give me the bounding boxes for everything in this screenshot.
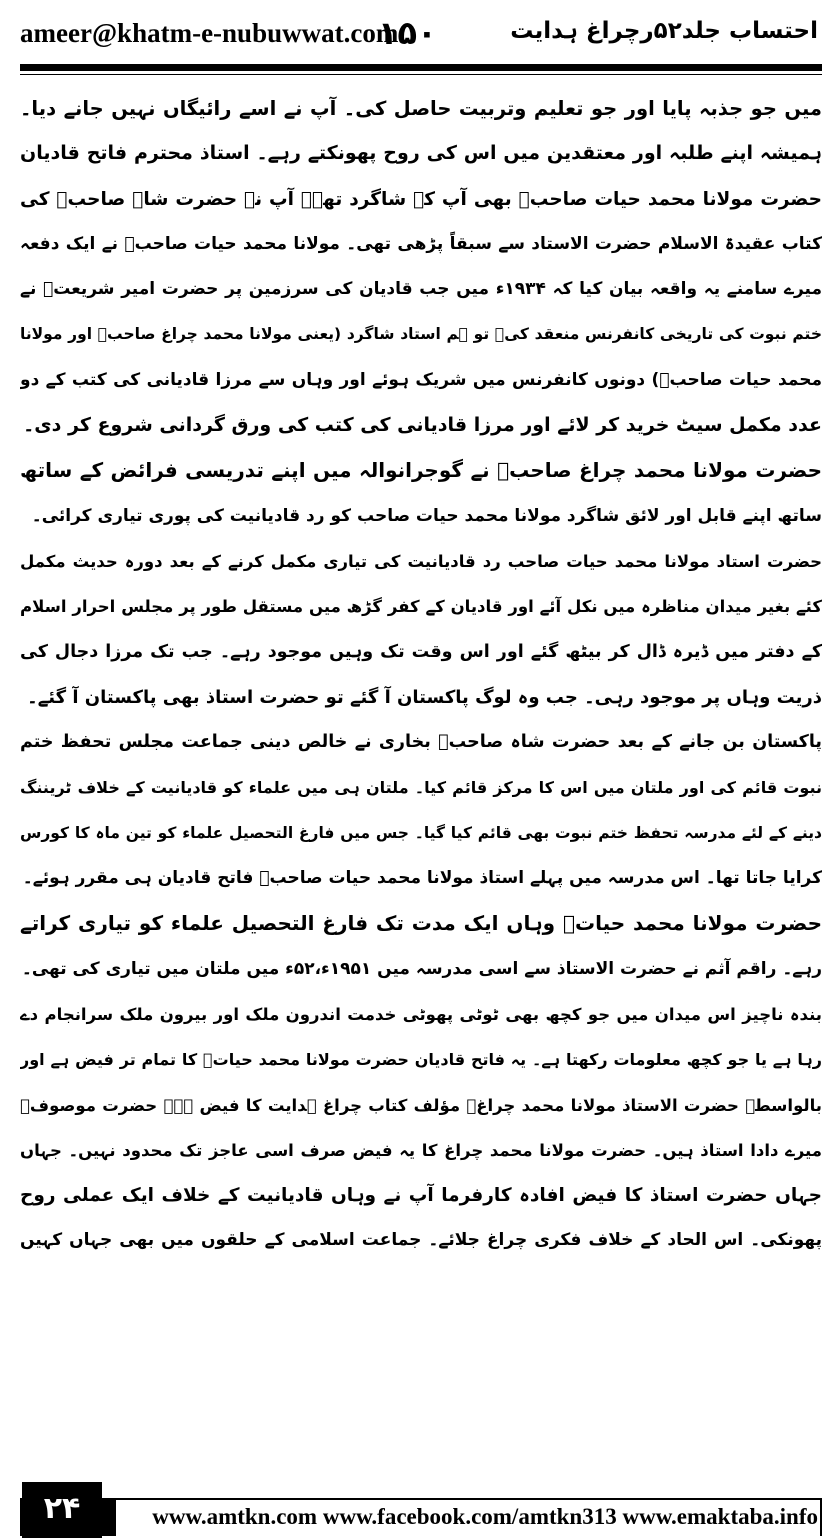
text-line: ذریت وہاں پر موجود رہی۔ جب وہ لوگ پاکستان آ گئے تو حضرت استاذ بھی پاکستان آ گئے۔ xyxy=(27,686,822,708)
text-line: عدد مکمل سیٹ خرید کر لائے اور مرزا قادیانی کی کتب کی ورق گردانی شروع کر دی۔ xyxy=(23,414,822,437)
text-line: میرے دادا استاذ ہیں۔ حضرت مولانا محمد چراغ کا یہ فیض صرف اسی عاجز تک محدود نہیں۔ جہاں xyxy=(20,1140,822,1160)
text-line: بندہ ناچیز اس میدان میں جو کچھ بھی ٹوٹی پھوٹی خدمت اندرون ملک اور بیرون ملک سرانجام دے xyxy=(20,1004,822,1024)
text-line: کے دفتر میں ڈیرہ ڈال کر بیٹھ گئے اور اس وقت تک وہیں موجود رہے۔ جب تک مرزا دجال کی xyxy=(20,641,822,662)
text-line: ختم نبوت کی تاریخی کانفرنس منعقد کی۔ تو ہم استاد شاگرد (یعنی مولانا محمد چراغ صاحبؒ اور مولانا xyxy=(20,325,822,344)
header-page-number: ۱۵۰ xyxy=(378,14,437,52)
text-line: پھونکی۔ اس الحاد کے خلاف فکری چراغ جلائے۔ جماعت اسلامی کے حلقوں میں بھی جہاں کہیں xyxy=(20,1230,822,1251)
text-line: میرے سامنے یہ واقعہ بیان کیا کہ ۱۹۳۴ء میں جب قادیان کی سرزمین پر حضرت امیر شریعتؒ نے xyxy=(20,279,822,300)
text-line: بالواسطہ حضرت الاستاذ مولانا محمد چراغؒ مؤلف کتاب چراغ ہدایت کا فیض ہے۔ حضرت موصوفؒ xyxy=(20,1095,822,1115)
text-line: کرایا جاتا تھا۔ اس مدرسہ میں پہلے استاذ مولانا محمد حیات صاحبؒ فاتح قادیان ہی مقرر ہوئے۔ xyxy=(22,868,822,889)
text-line: دینے کے لئے مدرسہ تحفظ ختم نبوت بھی قائم کیا گیا۔ جس میں فارغ التحصیل علماء کو تین ماہ کا کورس xyxy=(20,823,822,842)
page-header xyxy=(0,0,840,76)
text-line: ساتھ اپنے قابل اور لائق شاگرد مولانا محمد حیات صاحب کو رد قادیانیت کی پوری تیاری کرائی۔ xyxy=(31,505,822,526)
text-line: حضرت مولانا محمد حیات صاحبؒ بھی آپ کے شاگرد تھے۔ آپ نے حضرت شاہ صاحبؒ کی xyxy=(20,188,822,210)
text-line: پاکستان بن جانے کے بعد حضرت شاہ صاحبؒ بخاری نے خالص دینی جماعت مجلس تحفظ ختم xyxy=(20,732,822,753)
text-line: کتاب عقیدۃ الاسلام حضرت الاستاد سے سبقاً پڑھی تھی۔ مولانا محمد حیات صاحبؒ نے ایک دفعہ xyxy=(20,233,822,254)
footer-website-links: www.amtkn.com www.facebook.com/amtkn313 www.emaktaba.info xyxy=(116,1500,820,1536)
text-line: حضرت مولانا محمد چراغ صاحبؒ نے گوجرانوالہ میں اپنے تدریسی فرائض کے ساتھ xyxy=(20,458,822,483)
text-line: جہاں حضرت استاذ کا فیض افادہ کارفرما آپ نے وہاں قادیانیت کے خلاف ایک عملی روح xyxy=(20,1185,822,1207)
header-rule-thin xyxy=(20,74,822,75)
header-rule-thick xyxy=(20,64,822,71)
text-line: کئے بغیر میدان مناظرہ میں نکل آئے اور قادیان کے کفر گڑھ میں مستقل طور پر مجلس احرار اسلام xyxy=(20,597,822,617)
text-line: رہا ہے یا جو کچھ معلومات رکھتا ہے۔ یہ فاتح قادیان حضرت مولانا محمد حیاتؒ کا تمام تر فیض ہے اور xyxy=(20,1050,822,1070)
text-line: نبوت قائم کی اور ملتان میں اس کا مرکز قائم کیا۔ ملتان ہی میں علماء کو قادیانیت کے خلاف ٹریننگ xyxy=(20,778,822,798)
header-book-title: احتساب جلد۵۲رچراغ ہدایت xyxy=(510,18,818,44)
text-line: حضرت مولانا محمد حیاتؒ وہاں ایک مدت تک فارغ التحصیل علماء کو تیاری کراتے xyxy=(20,911,822,936)
body-text xyxy=(20,86,822,1446)
footer-page-number: ۲۴ xyxy=(22,1482,102,1538)
text-line: رہے۔ راقم آثم نے حضرت الاستاذ سے اسی مدرسہ میں ۱۹۵۱ء،۵۲ء میں ملتان میں تیاری کی تھی۔ xyxy=(21,958,822,979)
text-line: محمد حیات صاحبؒ) دونوں کانفرنس میں شریک ہوئے اور وہاں سے مرزا قادیانی کی کتب کے دو xyxy=(20,369,822,390)
page-footer xyxy=(0,1482,840,1540)
text-line: ہمیشہ اپنے طلبہ اور معتقدین میں اس کی روح پھونکتے رہے۔ استاذ محترم فاتح قادیان xyxy=(20,142,822,165)
text-line: حضرت استاد مولانا محمد حیات صاحب رد قادیانیت کی تیاری مکمل کرنے کے بعد دورہ حدیث مکمل xyxy=(20,551,822,571)
header-email: ameer@khatm-e-nubuwwat.com xyxy=(20,18,399,48)
text-line: میں جو جذبہ پایا اور جو تعلیم وتربیت حاصل کی۔ آپ نے اسے رائیگاں نہیں جانے دیا۔ xyxy=(20,97,822,120)
